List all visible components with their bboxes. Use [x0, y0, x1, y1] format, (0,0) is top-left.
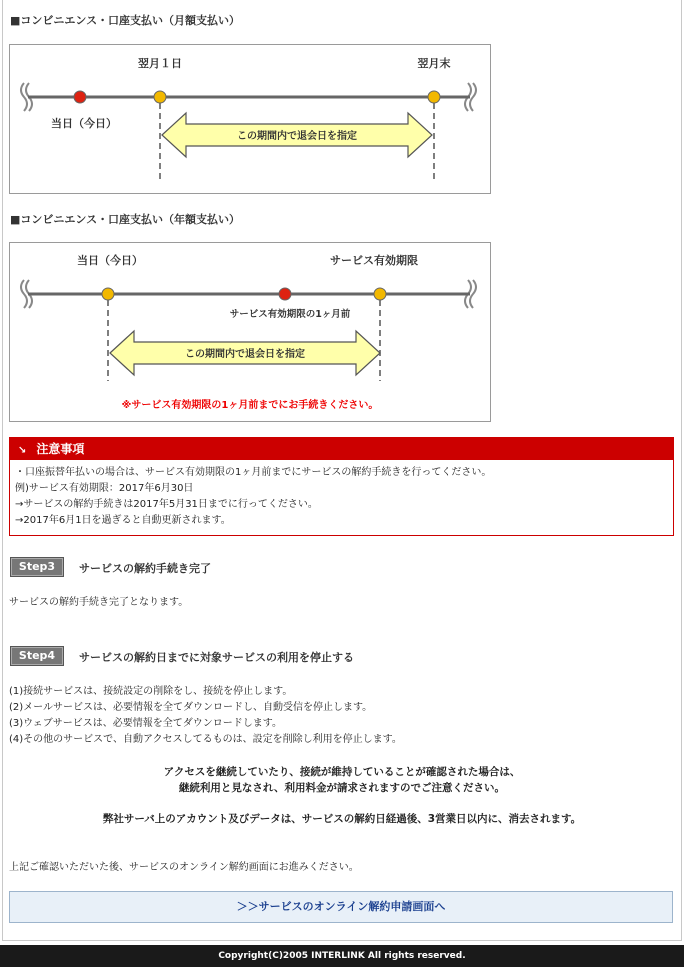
arrow-label: この期間内で退会日を指定: [237, 131, 357, 142]
notice-box: [9, 437, 674, 536]
access-warning-line1: アクセスを継続していたり、接続が維持していることが確認された場合は、: [163, 766, 521, 778]
data-deletion-notice: 弊社サーバ上のアカウント及びデータは、サービスの解約日経過後、3営業日以内に、消去されます。: [102, 813, 582, 825]
section-title-annual: ■コンビニエンス・口座支払い（年額支払い）: [10, 213, 241, 226]
step3-body: サービスの解約手続き完了となります。: [9, 597, 189, 608]
step4-badge: Step4: [10, 646, 64, 666]
label-next-month-first: 翌月１日: [138, 57, 182, 70]
step4-item: (2)メールサービスは、必要情報を全てダウンロードし、自動受信を停止します。: [9, 702, 373, 713]
notice-heading: 注意事項: [36, 442, 85, 456]
step4-item: (4)その他のサービスで、自動アクセスしてるものは、設定を削除し利用を停止します。: [9, 734, 402, 745]
step4-item: (3)ウェブサービスは、必要情報を全てダウンロードします。: [9, 718, 282, 729]
step4-title: サービスの解約日までに対象サービスの利用を停止する: [79, 651, 354, 664]
one-month-before-point-icon: [279, 288, 291, 300]
footer-copyright: Copyright(C)2005 INTERLINK All rights reserved.: [0, 945, 684, 967]
online-cancellation-link[interactable]: ＞＞サービスのオンライン解約申請画面へ: [9, 891, 673, 923]
timeline-svg-annual: [10, 243, 490, 421]
access-warning-line2: 継続利用と見なされ、利用料金が請求されますのでご注意ください。: [178, 782, 506, 794]
expiry-point-icon: [374, 288, 386, 300]
label-today: 当日（今日）: [51, 117, 117, 130]
arrow-label: この期間内で退会日を指定: [185, 349, 305, 360]
label-today: 当日（今日）: [77, 254, 143, 267]
step4-list: [9, 684, 402, 748]
step3-badge: Step3: [10, 557, 64, 577]
next-month-end-point-icon: [428, 91, 440, 103]
deadline-warning: ※サービス有効期限の1ヶ月前までにお手続きください。: [121, 400, 379, 411]
timeline-diagram-monthly: [9, 44, 491, 194]
arrow-down-right-icon: ↘: [18, 445, 27, 456]
notice-line: 例)サービス有効期限：2017年6月30日: [15, 483, 194, 494]
notice-header: [10, 438, 673, 460]
confirm-text: 上記ご確認いただいた後、サービスのオンライン解約画面にお進みください。: [9, 862, 359, 873]
timeline-diagram-annual: [9, 242, 491, 422]
notice-line: →サービスの解約手続きは2017年5月31日までに行ってください。: [15, 499, 318, 510]
label-next-month-end: 翌月末: [417, 57, 451, 70]
step3-title: サービスの解約手続き完了: [79, 562, 211, 575]
notice-body: [10, 460, 673, 535]
step4-item: (1)接続サービスは、接続設定の削除をし、接続を停止します。: [9, 686, 293, 697]
today-point-icon: [74, 91, 86, 103]
notice-line: ・口座振替年払いの場合は、サービス有効期限の1ヶ月前までにサービスの解約手続きを行ってください。: [15, 467, 492, 478]
notice-line: →2017年6月1日を過ぎると自動更新されます。: [15, 515, 231, 526]
label-expiry: サービス有効期限: [330, 254, 418, 267]
label-one-month-before: サービス有効期限の1ヶ月前: [229, 309, 351, 320]
section-title-monthly: ■コンビニエンス・口座支払い（月額支払い）: [10, 14, 241, 27]
timeline-svg-monthly: [10, 45, 490, 193]
next-month-first-point-icon: [154, 91, 166, 103]
today-point-icon: [102, 288, 114, 300]
